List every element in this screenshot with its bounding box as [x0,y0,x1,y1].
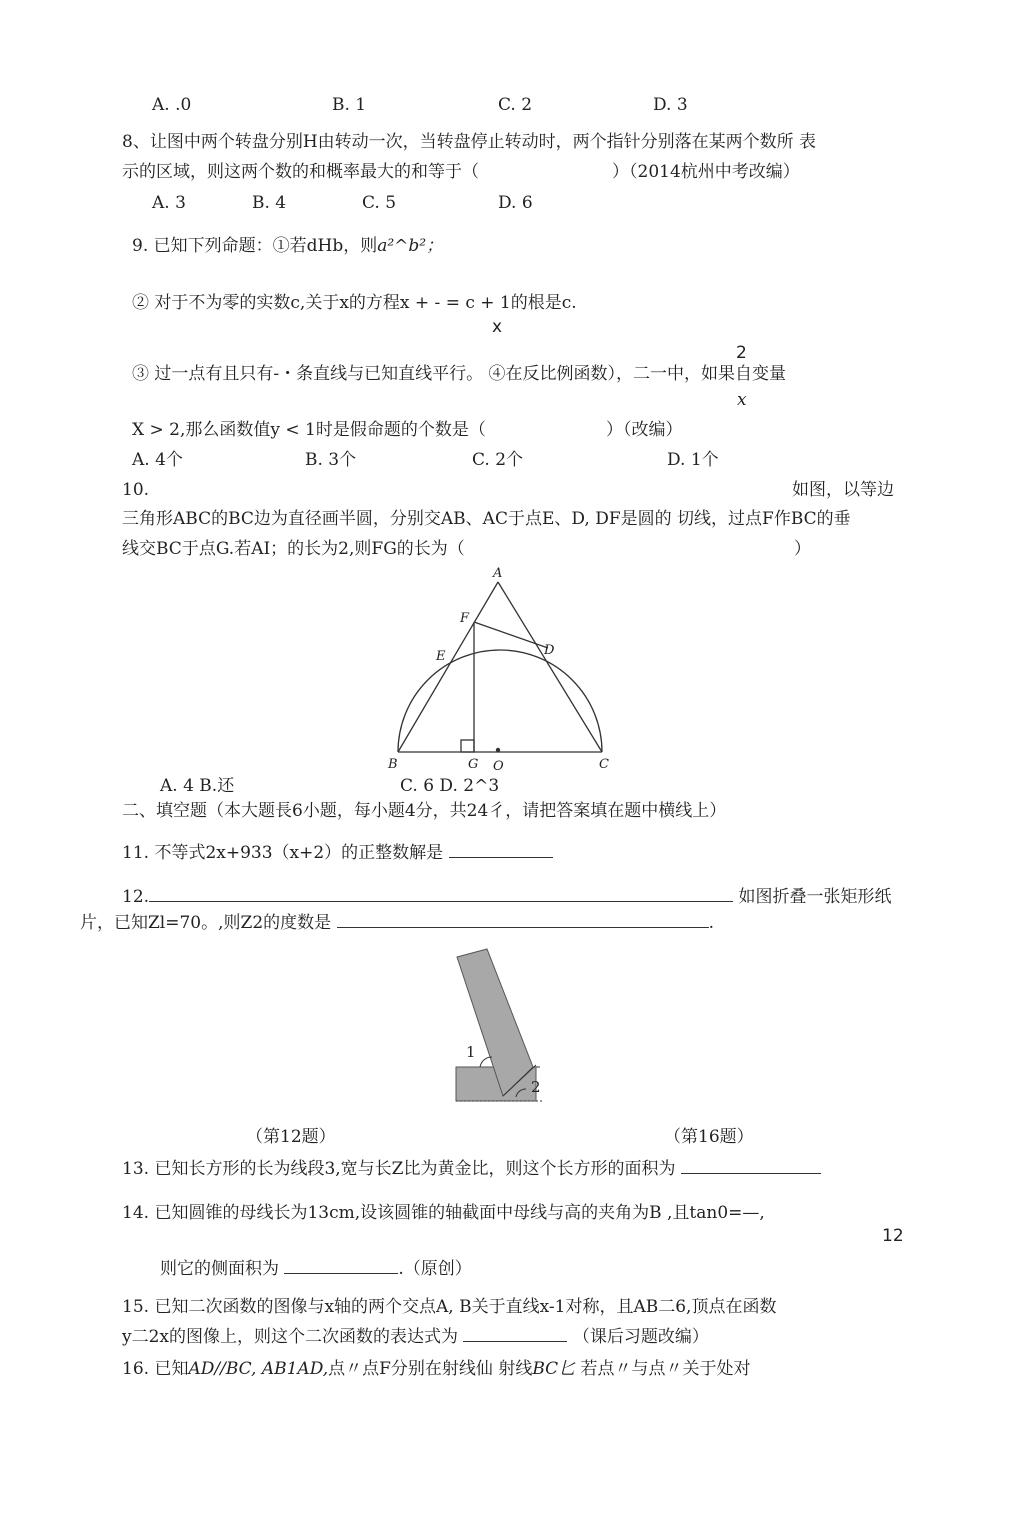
q8-line2-b: ）（2014杭州中考改编） [612,162,800,182]
label-e: E [436,649,446,664]
q7-option-d: D. 3 [653,95,688,115]
q9-line1 [132,235,443,257]
q9-line3-sup: 2 [736,343,747,363]
q15-line2 [122,1326,709,1348]
q9-option-c: C. 2个 [472,450,524,470]
label-d: D [544,643,555,658]
segment-ac [498,582,602,752]
caption-question-16: （第16题） [664,1127,754,1147]
q10-options-ab: A. 4 B.还 [160,776,235,796]
q9-line4-a: X > 2,那么函数值y < 1时是假命题的个数是（ [132,420,486,440]
q15-line1: 15. 已知二次函数的图像与x轴的两个交点A, B关于直线x-1对称，且AB二6,顶点在函数 [122,1297,777,1317]
label-o: O [493,759,504,774]
label-g: G [468,757,479,772]
q12-folding-figure [440,945,560,1105]
q11 [122,842,553,864]
q9-option-d: D. 1个 [667,450,719,470]
q9-line3-sub: x [737,390,747,410]
q16-formula-d: BC匕 [532,1359,576,1379]
q9-option-a: A. 4个 [132,450,183,470]
q9-option-b: B. 3个 [305,450,357,470]
q8-option-a: A. 3 [152,193,186,213]
q12-line2-text: 片，已知Zl=70。,则Z2的度数是 [80,913,332,933]
q9-line2-sub: x [492,317,503,337]
q14-line2-end: .（原创） [398,1259,472,1279]
point-o [496,748,500,752]
tangent-df [474,622,548,648]
q12-line2-end: . [708,913,714,933]
q9-line3: ③ 过一点有且只有-・条直线与已知直线平行。 ④在反比例函数），二一中，如果自变量 [132,364,787,384]
q15-answer-blank[interactable] [463,1327,567,1342]
q12-number: 12. [122,887,150,907]
q10-line3-a: 线交BC于点G.若AI；的长为2,则FG的长为（ [122,539,465,559]
q10-geometry-figure [380,560,640,780]
q14-answer-blank[interactable] [284,1259,398,1274]
q8-line2-a: 示的区域，则这两个数的和概率最大的和等于（ [122,162,479,182]
q12-leading-line [149,887,733,902]
angle-1-label: 1 [466,1043,476,1061]
q14-line1: 14. 已知圆锥的母线长为13cm,设该圆锥的轴截面中母线与高的夹角为B ,且tan0=—, [122,1203,765,1223]
q10-options-cd: C. 6 D. 2^3 [400,776,500,796]
segment-ab [398,582,498,752]
q14-line2-text: 则它的侧面积为 [160,1259,279,1279]
q13-answer-blank[interactable] [681,1159,821,1174]
right-angle-mark [461,740,474,752]
q16-text-c: 点〃点F分别在射线仙 射线 [328,1359,533,1379]
q12-line2 [80,912,714,934]
label-a: A [493,566,503,581]
q12-line1 [122,886,891,908]
q8-line1: 8、让图中两个转盘分别H由转动一次，当转盘停止转动时，两个指针分别落在某两个数所 表 [122,132,817,152]
label-b: B [388,757,398,772]
q15-line2-text: y二2x的图像上，则这个二次函数的表达式为 [122,1327,459,1347]
q12-answer-blank[interactable] [337,913,709,928]
q9-line4-b: ）（改编） [606,420,683,440]
q9-line1-formula: a²^b²； [377,236,444,256]
q10-line3-b: ） [794,539,811,559]
q11-text: 11. 不等式2x+933（x+2）的正整数解是 [122,843,444,863]
q9-line1-text: 9. 已知下列命题：①若dHb，则 [132,236,378,256]
q10-number: 10. [122,480,150,500]
q7-option-c: C. 2 [498,95,533,115]
q16-line1 [122,1358,751,1380]
q14-line2 [160,1258,472,1280]
caption-question-12: （第12题） [246,1127,336,1147]
q10-line2: 三角形ABC的BC边为直径画半圆，分别交AB、AC于点E、D, DF是圆的 切线，过点F作BC的垂 [122,509,851,529]
q9-line2: ② 对于不为零的实数c,关于x的方程x + - = c + 1的根是c. [132,293,577,313]
q8-option-c: C. 5 [362,193,397,213]
q8-option-d: D. 6 [498,193,533,213]
label-c: C [599,757,609,772]
q13 [122,1158,821,1180]
q11-answer-blank[interactable] [449,843,553,858]
q7-option-b: B. 1 [332,95,367,115]
q13-text: 13. 已知长方形的长为线段3,宽与长Z比为黄金比，则这个长方形的面积为 [122,1159,676,1179]
label-f: F [460,611,470,626]
section-fill-in-heading: 二、填空题（本大题長6小题，每小题4分，共24彳，请把答案填在题中横线上） [122,801,727,821]
q8-option-b: B. 4 [252,193,287,213]
q10-intro: 如图，以等边 [792,480,894,500]
q16-text-a: 16. 已知 [122,1359,189,1379]
q7-option-a: A. .0 [152,95,192,115]
q15-line2-source: （课后习题改编） [572,1327,709,1347]
q16-formula-b: AD//BC, AB1AD, [188,1359,329,1379]
q12-tail: 如图折叠一张矩形纸 [738,887,892,907]
q14-denominator: 12 [882,1226,904,1246]
angle-2-label: 2 [531,1078,541,1096]
q16-text-e: 若点〃与点〃关于处对 [575,1359,751,1379]
